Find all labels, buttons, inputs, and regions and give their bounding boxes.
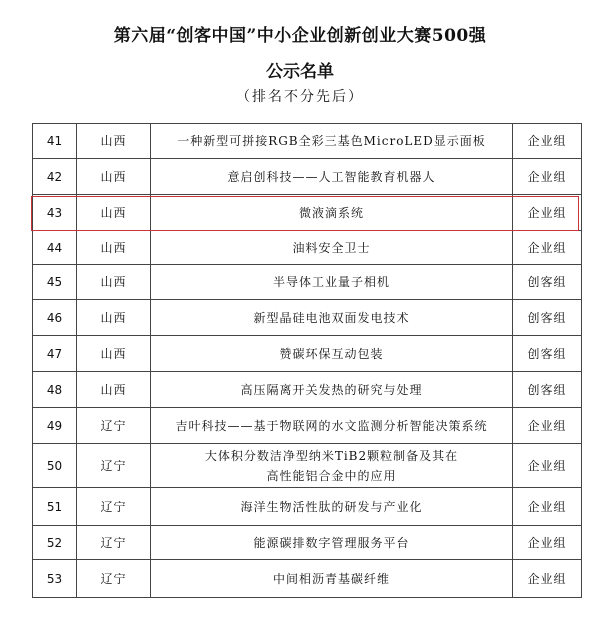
project-name-line: 一种新型可拼接RGB全彩三基色MicroLED显示面板 [177, 134, 486, 148]
province-cell: 山西 [77, 265, 151, 300]
project-name-cell [151, 372, 513, 408]
project-name-cell [151, 231, 513, 265]
group-cell: 创客组 [513, 372, 582, 408]
row-number-cell: 50 [33, 444, 77, 488]
row-number-cell: 44 [33, 231, 77, 265]
row-number-cell: 47 [33, 336, 77, 372]
project-name-cell [151, 488, 513, 526]
province-cell: 山西 [77, 195, 151, 231]
project-name-cell [151, 195, 513, 231]
table-row [33, 336, 582, 372]
province-cell: 山西 [77, 159, 151, 195]
group-cell: 创客组 [513, 336, 582, 372]
group-cell: 企业组 [513, 195, 582, 231]
row-number-cell: 53 [33, 560, 77, 598]
project-name-cell [151, 560, 513, 598]
group-cell: 企业组 [513, 124, 582, 159]
row-number-cell: 48 [33, 372, 77, 408]
row-number-cell: 41 [33, 124, 77, 159]
project-name-cell [151, 159, 513, 195]
row-number-cell: 52 [33, 526, 77, 560]
group-cell: 企业组 [513, 560, 582, 598]
project-name-line: 能源碳排数字管理服务平台 [253, 535, 410, 550]
project-name-line: 微液滴系统 [298, 205, 364, 220]
province-cell: 辽宁 [77, 444, 151, 488]
document-title: 第六届“创客中国”中小企业创新创业大赛500强 [113, 26, 487, 46]
group-cell: 企业组 [513, 231, 582, 265]
table-row [33, 124, 582, 159]
table-row [33, 300, 582, 336]
group-cell: 企业组 [513, 159, 582, 195]
project-name-line: 吉叶科技——基于物联网的水文监测分析智能决策系统 [175, 418, 488, 433]
province-cell: 山西 [77, 372, 151, 408]
winners-table-body [33, 124, 582, 598]
winners-table [32, 123, 582, 598]
project-name-cell [151, 300, 513, 336]
project-name-line: 高压隔离开关发热的研究与处理 [240, 382, 423, 397]
group-cell: 企业组 [513, 444, 582, 488]
project-name-line: 半导体工业量子相机 [272, 275, 390, 289]
project-name-cell [151, 526, 513, 560]
project-name-line: 新型晶硅电池双面发电技术 [253, 310, 410, 325]
project-name-line: 大体积分数洁净型纳米TiB2颗粒制备及其在 [204, 448, 459, 463]
project-name-line: 意启创科技——人工智能教育机器人 [227, 169, 436, 184]
table-row [33, 526, 582, 560]
province-cell: 辽宁 [77, 526, 151, 560]
province-cell: 辽宁 [77, 408, 151, 444]
group-cell: 创客组 [513, 265, 582, 300]
province-cell: 山西 [77, 336, 151, 372]
project-name-cell [151, 408, 513, 444]
row-number-cell: 49 [33, 408, 77, 444]
project-name-cell [151, 265, 513, 300]
ranking-note: （排名不分先后） [236, 89, 364, 105]
table-row [33, 408, 582, 444]
province-cell: 山西 [77, 231, 151, 265]
project-name-line: 中间相沥青基碳纤维 [272, 571, 390, 586]
project-name-cell [151, 124, 513, 159]
province-cell: 山西 [77, 124, 151, 159]
table-row [33, 231, 582, 265]
row-number-cell: 46 [33, 300, 77, 336]
table-row [33, 195, 582, 231]
table-row [33, 488, 582, 526]
project-name-line: 赞碳环保互动包装 [279, 346, 384, 361]
row-number-cell: 51 [33, 488, 77, 526]
project-name-cell [151, 444, 513, 488]
row-number-cell: 45 [33, 265, 77, 300]
row-number-cell: 42 [33, 159, 77, 195]
table-row [33, 372, 582, 408]
row-number-cell: 43 [33, 195, 77, 231]
province-cell: 辽宁 [77, 488, 151, 526]
province-cell: 山西 [77, 300, 151, 336]
province-cell: 辽宁 [77, 560, 151, 598]
table-row [33, 265, 582, 300]
group-cell: 创客组 [513, 300, 582, 336]
table-row [33, 560, 582, 598]
project-name-line: 油料安全卫士 [292, 240, 371, 255]
project-name-cell [151, 336, 513, 372]
document-subtitle: 公示名单 [266, 62, 334, 82]
project-name-line: 高性能铝合金中的应用 [266, 468, 397, 483]
project-name-line: 海洋生物活性肽的研发与产业化 [240, 499, 423, 514]
group-cell: 企业组 [513, 526, 582, 560]
group-cell: 企业组 [513, 408, 582, 444]
group-cell: 企业组 [513, 488, 582, 526]
table-row [33, 444, 582, 488]
table-row [33, 159, 582, 195]
